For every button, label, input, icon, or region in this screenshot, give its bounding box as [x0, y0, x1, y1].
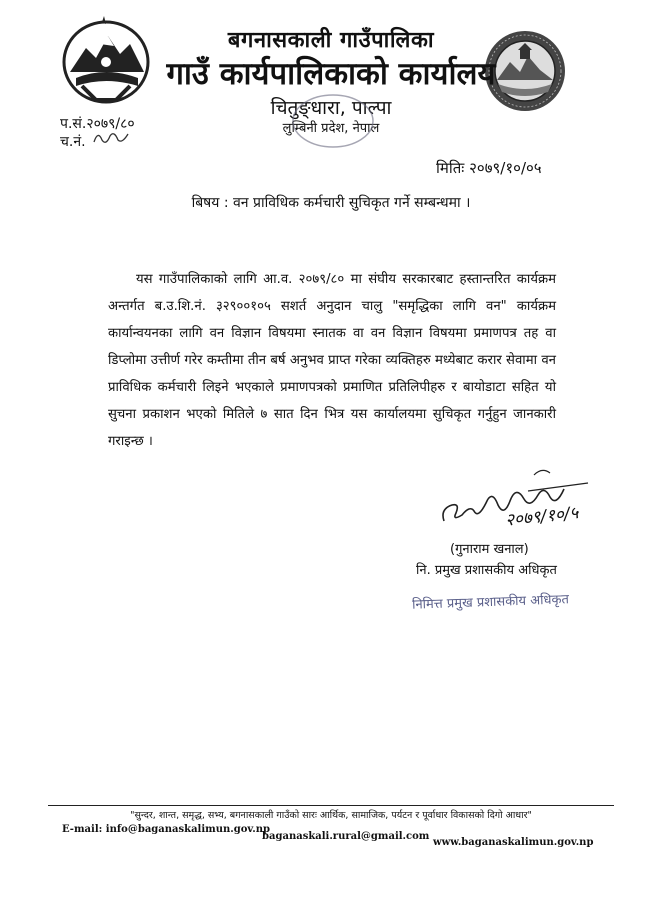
footer-slogan: "सुन्दर, शान्त, समृद्ध, सभ्य, बगनासकाली गाउँको सारः आर्थिक, सामाजिक, पर्यटन र पूर्वाधार विकासको दिगो आधार"	[130, 810, 532, 821]
letterhead-province: लुम्बिनी प्रदेश, नेपाल	[282, 121, 380, 136]
letter-date: मितिः २०७९/१०/०५	[436, 159, 542, 177]
dispatch-number-handwriting	[92, 128, 132, 148]
letterhead-office-name: गाउँ कार्यपालिकाको कार्यालय	[166, 56, 496, 92]
reference-number: प.सं.२०७९/८०	[60, 116, 135, 132]
signature-date: २०७९/१०/५	[504, 503, 580, 531]
signatory-title: नि. प्रमुख प्रशासकीय अधिकृत	[416, 563, 557, 578]
signatory-name: (गुनाराम खनाल)	[450, 542, 529, 557]
footer-email: E-mail: info@baganaskalimun.gov.np	[62, 824, 270, 835]
letter-body: यस गाउँपालिकाको लागि आ.व. २०७९/८० मा संघीय सरकारबाट हस्तान्तरित कार्यक्रम अन्तर्गत ब.उ.शि.नं. ३२९००१०५ सशर्त अनुदान चालु "समृद्धिका लागि वन" कार्यक्रम कार्यान्वयनका लागि वन विज्ञान विषयमा स्नातक वा वन विज्ञान विषयमा प्रमाणपत्र तह वा डिप्लोमा उत्तीर्ण गरेर कम्तीमा तीन बर्ष अनुभव प्राप्त गरेका व्यक्तिहरु मध्येबाट करार सेवामा वन प्राविधिक कर्मचारी लिइने भएकाले प्रमाणपत्रको प्रमाणित प्रतिलिपीहरु र बायोडाटा सहित यो सुचना प्रकाशन भएको मितिले ७ सात दिन भित्र यस कार्यालयमा सुचिकृत गर्नुहुन जानकारी गराइन्छ ।	[108, 272, 556, 449]
office-seal	[290, 92, 376, 150]
footer-divider	[48, 805, 614, 806]
letter-subject: बिषय : वन प्राविधिक कर्मचारी सुचिकृत गर्ने सम्बन्धमा ।	[191, 195, 471, 211]
letterhead-municipality-name: बगनासकाली गाउँपालिका	[227, 28, 435, 53]
officiating-stamp: निमित्त प्रमुख प्रशासकीय अधिकृत	[411, 592, 570, 613]
dispatch-number: च.नं.	[60, 134, 86, 150]
letterhead-address: चितुङ्धारा, पाल्पा	[270, 97, 392, 119]
footer-website: www.baganaskalimun.gov.np	[433, 837, 594, 848]
footer-gmail: baganaskali.rural@gmail.com	[262, 831, 430, 842]
